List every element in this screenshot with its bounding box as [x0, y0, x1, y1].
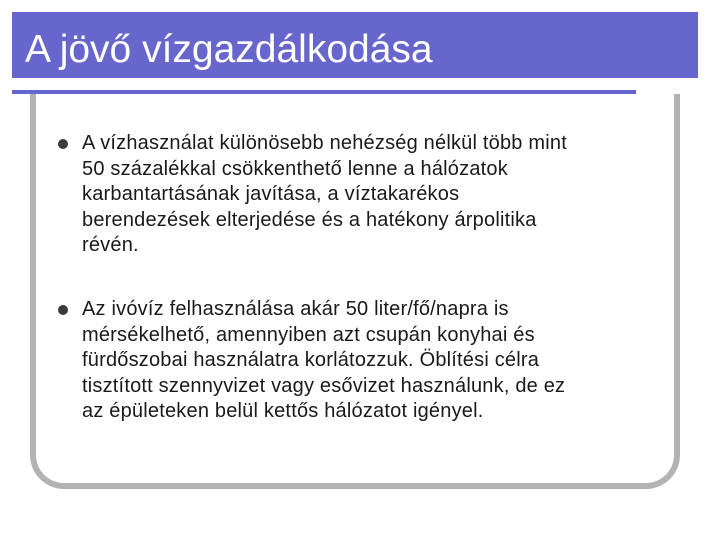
bullet-dot-icon: [58, 305, 68, 315]
slide-title: A jövő vízgazdálkodása: [25, 28, 433, 71]
bullet-line: tisztított szennyvizet vagy esővizet használunk, de ez: [82, 374, 566, 397]
bullet-line: karbantartásának javítása, a víztakarékos: [82, 183, 460, 205]
bullet-line: az épületeken belül kettős hálózatot igényel.: [82, 400, 484, 422]
bullet-line: révén.: [82, 234, 139, 256]
bullet-line: mérsékelhető, amennyiben azt csupán konyhai és: [82, 323, 535, 346]
bullet-line: 50 százalékkal csökkenthető lenne a hálózatok: [82, 157, 508, 180]
bullet-line: A vízhasználat különösebb nehézség nélkül több mint: [82, 132, 567, 154]
bullet-text: [82, 297, 652, 425]
bullet-dot-icon: [58, 139, 68, 149]
bullet-line: Az ivóvíz felhasználása akár 50 liter/fő/napra is: [82, 298, 509, 320]
bullet-line: berendezések elterjedése és a hatékony árpolitika: [82, 208, 537, 231]
bullet-line: fürdőszobai használatra korlátozzuk. Öblítési célra: [82, 349, 540, 371]
bullet-text: [82, 131, 652, 259]
